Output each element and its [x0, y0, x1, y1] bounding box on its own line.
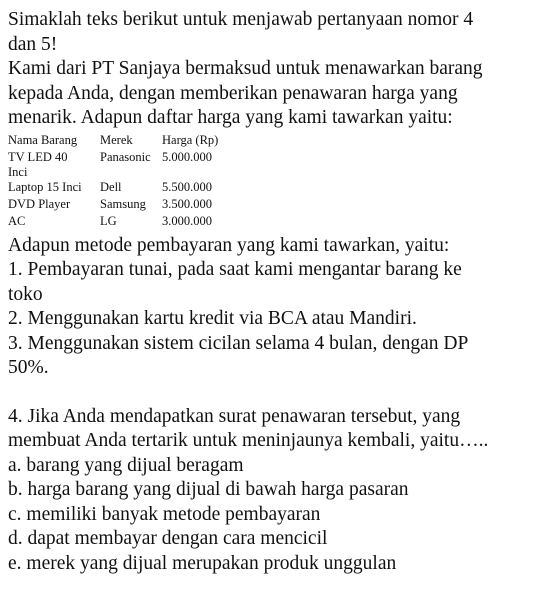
column-header-brand: Merek	[100, 132, 133, 147]
table-header-row	[8, 133, 252, 150]
item-name: TV LED 40	[8, 149, 68, 164]
instruction-line: dan 5!	[8, 33, 58, 55]
payment-item-line: 1. Pembayaran tunai, pada saat kami mengantar barang ke	[8, 259, 462, 280]
item-name: Laptop 15 Inci	[8, 179, 82, 194]
answer-option-e: e. merek yang dijual merupakan produk unggulan	[8, 552, 397, 574]
price-table	[8, 133, 252, 231]
item-price: 3.000.000	[162, 213, 212, 228]
question-line: membuat Anda tertarik untuk meninjaunya kembali, yaitu…..	[8, 430, 489, 451]
answer-option-a: a. barang yang dijual beragam	[8, 454, 244, 476]
item-name: AC	[8, 213, 26, 228]
item-price: 5.000.000	[162, 149, 212, 164]
item-brand: LG	[100, 213, 117, 228]
item-price: 5.500.000	[162, 179, 212, 194]
letter-line: kepada Anda, dengan memberikan penawaran harga yang	[8, 82, 458, 104]
payment-item-line: toko	[8, 283, 43, 305]
payment-item-line: 3. Menggunakan sistem cicilan selama 4 bulan, dengan DP	[8, 332, 469, 354]
item-name: Inci	[8, 164, 28, 179]
item-name: DVD Player	[8, 196, 71, 211]
payment-item-line: 50%.	[8, 357, 49, 378]
letter-line: Kami dari PT Sanjaya bermaksud untuk menawarkan barang	[8, 58, 483, 79]
question-4	[8, 405, 538, 577]
item-brand: Panasonic	[100, 149, 151, 164]
payment-item-line: 2. Menggunakan kartu kredit via BCA atau Mandiri.	[8, 308, 417, 329]
answer-option-b: b. harga barang yang dijual di bawah harga pasaran	[8, 479, 409, 500]
payment-intro: Adapun metode pembayaran yang kami tawarkan, yaitu:	[8, 234, 450, 256]
answer-option-c: c. memiliki banyak metode pembayaran	[8, 503, 321, 525]
question-line: 4. Jika Anda mendapatkan surat penawaran tersebut, yang	[8, 405, 461, 427]
column-header-name: Nama Barang	[8, 132, 78, 147]
column-header-price: Harga (Rp)	[162, 132, 219, 147]
payment-methods	[8, 234, 538, 381]
letter-line: menarik. Adapun daftar harga yang kami tawarkan yaitu:	[8, 107, 453, 128]
document	[8, 8, 538, 576]
item-name-cell	[8, 150, 100, 180]
table-row	[8, 197, 252, 214]
instruction	[8, 8, 538, 57]
table-row	[8, 180, 252, 197]
offer-letter-paragraph	[8, 57, 538, 131]
answer-option-d: d. dapat membayar dengan cara mencicil	[8, 528, 328, 549]
item-brand: Dell	[100, 179, 122, 194]
table-row	[8, 150, 252, 180]
item-brand: Samsung	[100, 196, 146, 211]
table-row	[8, 214, 252, 231]
spacer	[8, 381, 538, 405]
item-price: 3.500.000	[162, 196, 212, 211]
instruction-line: Simaklah teks berikut untuk menjawab pertanyaan nomor 4	[8, 9, 474, 30]
